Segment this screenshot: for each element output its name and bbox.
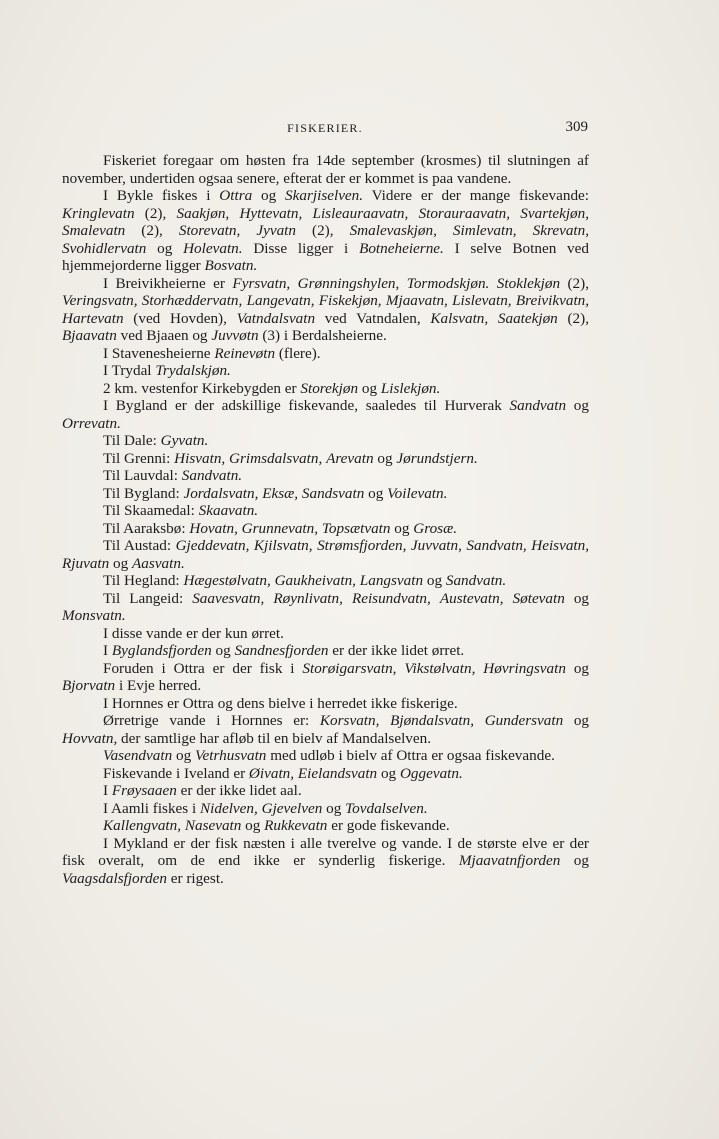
text-run: og [146,239,184,257]
italic-place-name: Hovatn, [189,519,238,537]
paragraph [62,817,589,835]
text-run: I Bygland er der adskillige fiskevande, saaledes til Hurverak [103,397,510,414]
text-run: (2), [295,222,350,239]
text-run: og [565,659,590,677]
italic-place-name: Jyvatn [256,222,296,239]
italic-place-name: Tovdalselven. [345,799,428,817]
page-number: 309 [565,119,588,135]
italic-place-name: Fiskekjøn, [318,292,382,309]
italic-place-name: Smalevaskjøn, [349,222,437,239]
italic-place-name: Gaukheivatn, [274,572,356,589]
text-run: Fiskeriet foregaar om høsten fra 14de september (krosmes) til slutningen af november, undertiden ogsaa senere, efterat der er kommet is paa vandene. [62,152,589,187]
italic-place-name: Hægestølvatn, [183,572,271,589]
italic-place-name: Botneheierne. [359,239,444,257]
italic-place-name: Øivatn, [248,764,295,782]
italic-place-name: Lislevatn, [452,292,512,309]
text-run: Ørretrige vande i Hornnes er: [103,712,320,729]
italic-place-name: Stoklekjøn [496,274,561,292]
italic-place-name: Hisvatn, [174,449,226,467]
italic-place-name: Storøigarsvatn, [302,659,397,677]
italic-place-name: Mjaavatn, [385,292,448,309]
text-run: I Aamli fiskes i [103,799,201,817]
italic-place-name: Vetrhusvatn [194,747,267,764]
italic-place-name: Bjorvatn [62,677,116,694]
italic-place-name: Skarjiselven. [285,187,364,204]
text-run: og [373,449,397,467]
text-run: (2), [560,274,589,292]
text-run: med udløb i bielv af Ottra er ogsaa fiskevande. [266,747,555,764]
text-run: der samtlige har afløb til en bielv af Mandalselven. [117,729,432,747]
text-run: I Bykle fiskes i [103,187,220,204]
text-run: (flere). [275,344,321,362]
text-run [474,712,485,729]
text-run: er rigest. [166,869,224,887]
text-run: Foruden i Ottra er der fisk i [103,659,303,677]
italic-place-name: Vikstølvatn, [404,659,476,677]
italic-place-name: Storevatn, [178,222,241,239]
paragraph [62,590,589,625]
text-run: og [563,712,590,729]
text-run: Til Bygland: [103,484,184,502]
text-run: I Stavenesheierne [103,344,215,362]
text-run: Fiskevande i Iveland er [103,764,249,782]
italic-place-name: Gundersvatn [484,712,564,729]
text-run [290,275,297,292]
italic-place-name: Kallengvatn, [103,817,182,834]
italic-place-name: Veringsvatn, [62,292,138,309]
page-header [62,119,588,139]
italic-place-name: Mjaavatnfjorden [458,852,561,869]
italic-place-name: Smalevatn [62,222,126,239]
paragraph [62,397,589,432]
text-run: og [109,554,133,572]
text-run [240,222,256,239]
italic-place-name: Grønningshylen, [297,274,400,292]
italic-place-name: Juvvøtn [211,327,259,344]
italic-place-name: Lislekjøn. [380,379,441,397]
italic-place-name: Jordalsvatn, [183,484,259,502]
text-run: Til Hegland: [103,572,184,589]
italic-place-name: Gyvatn. [160,432,209,449]
text-run: I Mykland er der fisk næsten i alle tverelve og vande. I de største elve er der fisk overalt, om de end ikke er synderlig fiskerige. [62,834,589,869]
italic-place-name: Byglandsfjorden [111,642,212,659]
italic-place-name: Saakjøn, [176,204,230,222]
italic-place-name: Reisundvatn, [351,589,431,607]
text-run: (2), [557,309,589,327]
text-run: ved Vatndalen, [315,309,431,327]
text-run: i Evje herred. [115,677,202,694]
italic-place-name: Arevatn [326,449,374,467]
text-run [379,712,390,729]
paragraph [62,187,589,275]
italic-place-name: Grimsdalsvatn, [229,449,323,467]
text-run [510,205,520,222]
italic-place-name: Saatekjøn [497,309,558,327]
italic-place-name: Storekjøn [300,379,359,397]
text-run: og [364,484,388,502]
text-run [431,590,440,607]
italic-place-name: Skaavatn. [198,502,259,519]
running-title: FISKERIER. [287,121,363,135]
italic-place-name: Langevatn, [246,292,315,309]
text-run: Til Aaraksbø: [103,519,190,537]
paragraph [62,520,589,538]
italic-place-name: Storhæddervatn, [141,292,243,309]
paragraph [62,800,589,818]
paragraph [62,695,589,713]
text-run: (ved Hovden), [123,309,237,327]
text-run: og [560,852,589,869]
italic-place-name: Strømsfjorden, [317,537,407,554]
paragraph [62,345,589,363]
italic-place-name: Røynlivatn, [273,589,343,607]
italic-place-name: Reinevøtn [214,344,276,362]
text-run: 2 km. vestenfor Kirkebygden er [103,379,301,397]
italic-place-name: Eielandsvatn [297,764,378,782]
text-run: og [358,379,381,397]
italic-place-name: Breivikvatn, [515,292,590,309]
italic-place-name: Simlevatn, [452,222,517,239]
paragraph [62,660,589,695]
paragraph [62,485,589,503]
paragraph [62,467,589,485]
paragraph [62,380,589,398]
italic-place-name: Søtevatn [512,589,565,607]
italic-place-name: Bjøndalsvatn, [390,712,475,729]
text-run [343,590,352,607]
text-run: og [241,817,265,834]
text-run: er gode fiskevande. [327,817,450,834]
paragraph [62,572,589,590]
italic-place-name: Topsætvatn [321,519,391,537]
italic-place-name: Jørundstjern. [396,449,478,467]
text-run: ved Bjaaen og [116,327,212,344]
italic-place-name: Heisvatn, [531,537,590,554]
paragraph [62,537,589,572]
italic-place-name: Korsvatn, [319,712,380,729]
text-run: Videre er der mange fiskevande: [363,187,590,204]
text-run: Til Skaamedal: [103,502,199,519]
text-run: og [423,572,446,589]
italic-place-name: Gjeddevatn, [175,537,250,554]
text-run: og [211,642,235,659]
paragraph [62,362,589,380]
text-run [504,590,513,607]
text-run: I [103,642,112,659]
italic-place-name: Kjilsvatn, [253,537,313,554]
text-run: I selve Botnen ved hjemmejorderne ligger [62,239,589,274]
italic-place-name: Sandvatn. [181,467,243,484]
italic-place-name: Grosæ. [413,519,458,537]
text-run [229,205,239,222]
text-run: I Breivikheierne er [103,274,233,292]
italic-place-name: Sandvatn. [445,572,507,589]
paragraph [62,450,589,468]
italic-place-name: Gjevelven [261,799,323,817]
paragraph [62,432,589,450]
text-run [399,275,406,292]
paragraph [62,502,589,520]
italic-place-name: Rukkevatn [264,817,328,834]
paragraph [62,765,589,783]
italic-place-name: Holevatn. [183,239,243,257]
text-run: og [564,589,590,607]
text-run: (3) i Berdalsheierne. [258,327,387,344]
italic-place-name: Sandvatn [509,397,567,414]
text-run: I Hornnes er Ottra og dens bielve i herredet ikke fiskerige. [103,694,458,712]
italic-place-name: Kalsvatn, [430,309,489,327]
text-run: Til Austad: [103,537,176,554]
italic-place-name: Frøysaaen [111,782,177,799]
paragraph [62,782,589,800]
italic-place-name: Aasvatn. [132,554,185,572]
italic-place-name: Voilevatn. [387,484,448,502]
italic-place-name: Langsvatn [359,572,424,589]
text-run: Til Langeid: [103,589,193,607]
body-text [62,152,589,887]
text-run [517,222,533,239]
text-run: I Trydal [103,362,156,379]
italic-place-name: Sandnesfjorden [234,642,329,659]
italic-place-name: Austevatn, [439,589,504,607]
text-run: og [252,187,286,204]
text-run [488,310,498,327]
text-run: Disse ligger i [242,239,360,257]
paragraph [62,642,589,660]
italic-place-name: Hovvatn, [62,729,118,747]
text-run: er der ikke lidet aal. [176,782,302,799]
italic-place-name: Orrevatn. [62,414,121,432]
paragraph [62,712,589,747]
text-run [437,222,453,239]
paragraph [62,625,589,643]
italic-place-name: Nidelven, [200,799,258,817]
text-run: Til Lauvdal: [103,467,182,484]
italic-place-name: Svartekjøn, [520,204,590,222]
italic-place-name: Juvvatn, [410,537,462,554]
italic-place-name: Skrevatn, [532,222,590,239]
italic-place-name: Eksæ, [262,484,299,502]
text-run: og [390,519,414,537]
text-run [489,275,496,292]
italic-place-name: Oggevatn. [399,764,463,782]
italic-place-name: Storauraavatn, [418,204,511,222]
text-run: og [566,397,589,414]
text-run: (2), [125,222,179,239]
italic-place-name: Vasendvatn [103,747,173,764]
italic-place-name: Hartevatn [62,309,124,327]
text-run: er der ikke lidet ørret. [328,642,465,659]
text-run [264,590,273,607]
paragraph [62,747,589,765]
text-run: Til Grenni: [103,449,175,467]
text-run: I disse vande er der kun ørret. [103,624,284,642]
italic-place-name: Bosvatn. [204,257,258,274]
italic-place-name: Sandsvatn [301,484,365,502]
italic-place-name: Fyrsvatn, [232,274,291,292]
italic-place-name: Vatndalsvatn [236,309,316,327]
italic-place-name: Nasevatn [184,817,242,834]
text-run: og [172,747,195,764]
italic-place-name: Sandvatn, [466,537,527,554]
paragraph [62,275,589,345]
text-run: Til Dale: [103,432,161,449]
italic-place-name: Lisleauraavatn, [312,204,409,222]
text-run [302,205,312,222]
italic-place-name: Saavesvatn, [192,589,265,607]
italic-place-name: Svohidlervatn [62,239,147,257]
text-run: og [322,799,346,817]
italic-place-name: Rjuvatn [62,554,110,572]
italic-place-name: Trydalskjøn. [155,362,231,379]
italic-place-name: Monsvatn. [62,607,126,624]
text-run: og [377,764,400,782]
italic-place-name: Høvringsvatn [483,659,566,677]
italic-place-name: Grunnevatn, [241,519,319,537]
italic-place-name: Hyttevatn, [239,204,303,222]
text-run: (2), [134,204,177,222]
italic-place-name: Vaagsdalsfjorden [62,869,167,887]
italic-place-name: Bjaavatn [62,327,117,344]
paragraph [62,835,589,888]
italic-place-name: Tormodskjøn. [406,274,490,292]
italic-place-name: Ottra [219,187,253,204]
paragraph [62,152,589,187]
italic-place-name: Kringlevatn [62,204,135,222]
text-run [408,205,418,222]
text-run: I [103,782,112,799]
